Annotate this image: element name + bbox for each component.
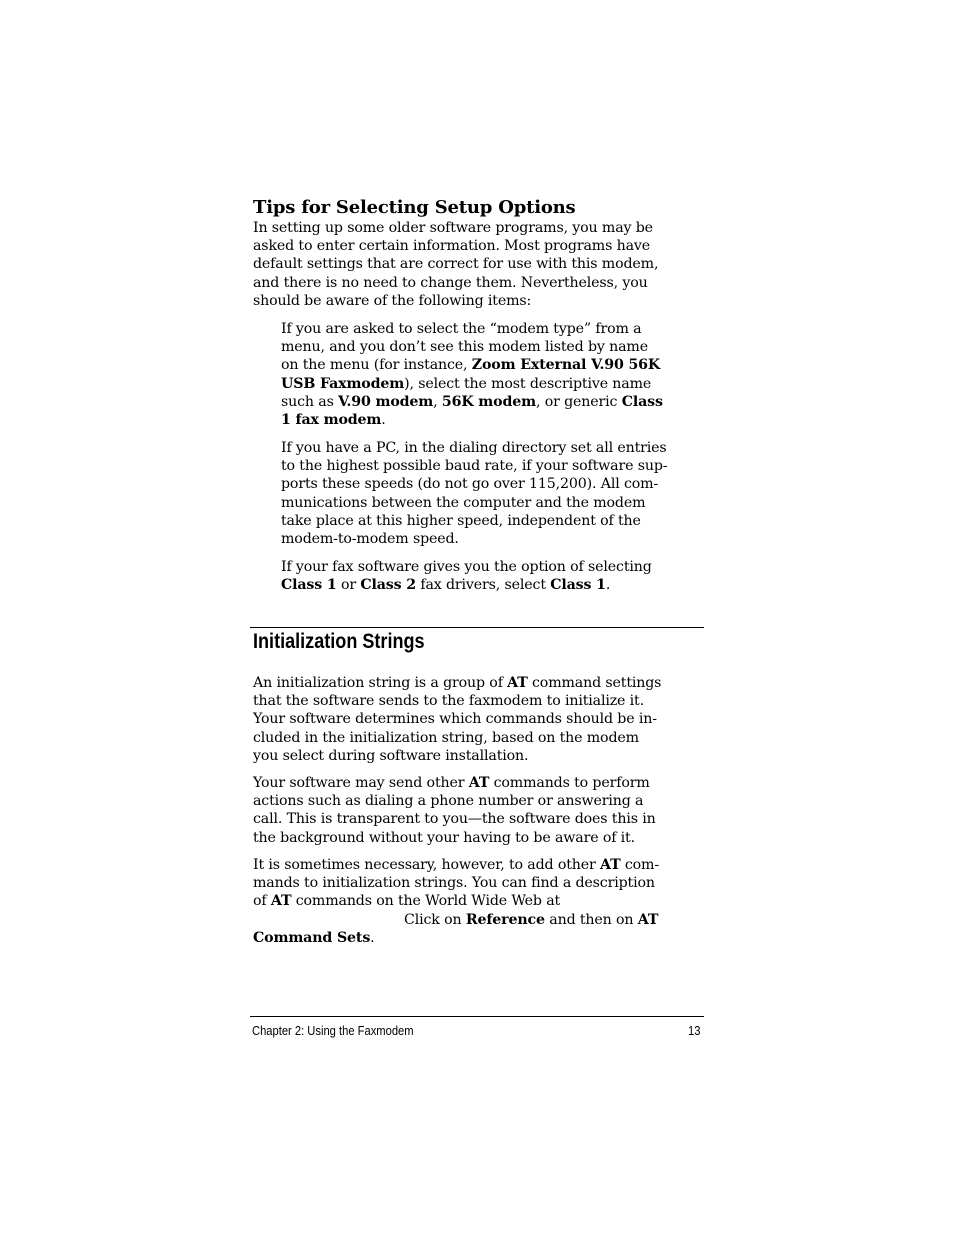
text-line: actions such as dialing a phone number or answering a bbox=[253, 793, 644, 810]
command-sets-link-text: Command Sets bbox=[253, 929, 371, 946]
footer-divider bbox=[250, 1016, 704, 1017]
init-paragraph-3 bbox=[253, 856, 659, 947]
footer-chapter-title: Chapter 2: Using the Faxmodem bbox=[252, 1023, 414, 1038]
text-line: you select during software installation. bbox=[253, 747, 529, 764]
text-line: on the menu (for instance, Zoom External V.90 56K bbox=[281, 357, 661, 374]
text-line: munications between the computer and the modem bbox=[281, 494, 646, 511]
init-paragraph-1 bbox=[253, 674, 661, 765]
text-line: the background without your having to be aware of it. bbox=[253, 829, 635, 846]
text-line: to the highest possible baud rate, if your software sup- bbox=[281, 458, 668, 475]
footer-page-number: 13 bbox=[688, 1023, 701, 1038]
text-line: Your software may send other AT commands to perform bbox=[253, 775, 650, 791]
text-line: modem-to-modem speed. bbox=[281, 530, 459, 547]
tips-heading: Tips for Selecting Setup Options bbox=[253, 197, 576, 218]
text-line: If your fax software gives you the option of selecting bbox=[281, 559, 652, 575]
text-line: take place at this higher speed, independent of the bbox=[281, 512, 641, 529]
text-line: Click on Reference and then on AT bbox=[404, 911, 659, 928]
text-line: An initialization string is a group of AT command settings bbox=[253, 675, 662, 691]
text-line: asked to enter certain information. Most programs have bbox=[253, 238, 651, 255]
tip-item-fax-class bbox=[281, 558, 652, 594]
text-line: should be aware of the following items: bbox=[253, 292, 532, 309]
text-line: call. This is transparent to you—the software does this in bbox=[253, 811, 656, 828]
text-line: ports these speeds (do not go over 115,200). All com- bbox=[281, 476, 659, 493]
text-line: USB Faxmodem), select the most descriptive name bbox=[281, 375, 652, 392]
reference-link-text: Reference bbox=[465, 911, 545, 928]
text-line: It is sometimes necessary, however, to add other AT com- bbox=[253, 857, 659, 873]
text-line: menu, and you don’t see this modem listed by name bbox=[281, 339, 648, 356]
text-line: such as V.90 modem, 56K modem, or generic Class bbox=[281, 393, 663, 410]
text-line: Command Sets. bbox=[253, 929, 375, 946]
tip-item-baud-rate bbox=[281, 439, 667, 548]
text-line: mands to initialization strings. You can find a description bbox=[253, 875, 655, 892]
text-line: and there is no need to change them. Nevertheless, you bbox=[253, 274, 648, 291]
text-line: If you are asked to select the “modem type” from a bbox=[281, 321, 642, 337]
product-name-bold: Zoom External V.90 56K bbox=[471, 357, 661, 374]
text-line: that the software sends to the faxmodem to initialize it. bbox=[253, 693, 644, 710]
text-line: In setting up some older software programs, you may be bbox=[253, 220, 653, 236]
tip-item-modem-type bbox=[281, 320, 663, 429]
tips-intro-paragraph bbox=[253, 219, 658, 310]
product-name-bold: USB Faxmodem bbox=[281, 375, 405, 392]
init-paragraph-2 bbox=[253, 774, 656, 847]
text-line: cluded in the initialization string, based on the modem bbox=[253, 729, 639, 746]
text-line: Your software determines which commands should be in- bbox=[253, 711, 657, 728]
text-line: default settings that are correct for use with this modem, bbox=[253, 256, 659, 273]
text-line: If you have a PC, in the dialing directory set all entries bbox=[281, 440, 667, 456]
text-line: 1 fax modem. bbox=[281, 411, 386, 428]
initialization-strings-heading: Initialization Strings bbox=[253, 630, 425, 653]
text-line: Class 1 or Class 2 fax drivers, select Class 1. bbox=[281, 577, 611, 594]
text-line: of AT commands on the World Wide Web at bbox=[253, 893, 561, 910]
